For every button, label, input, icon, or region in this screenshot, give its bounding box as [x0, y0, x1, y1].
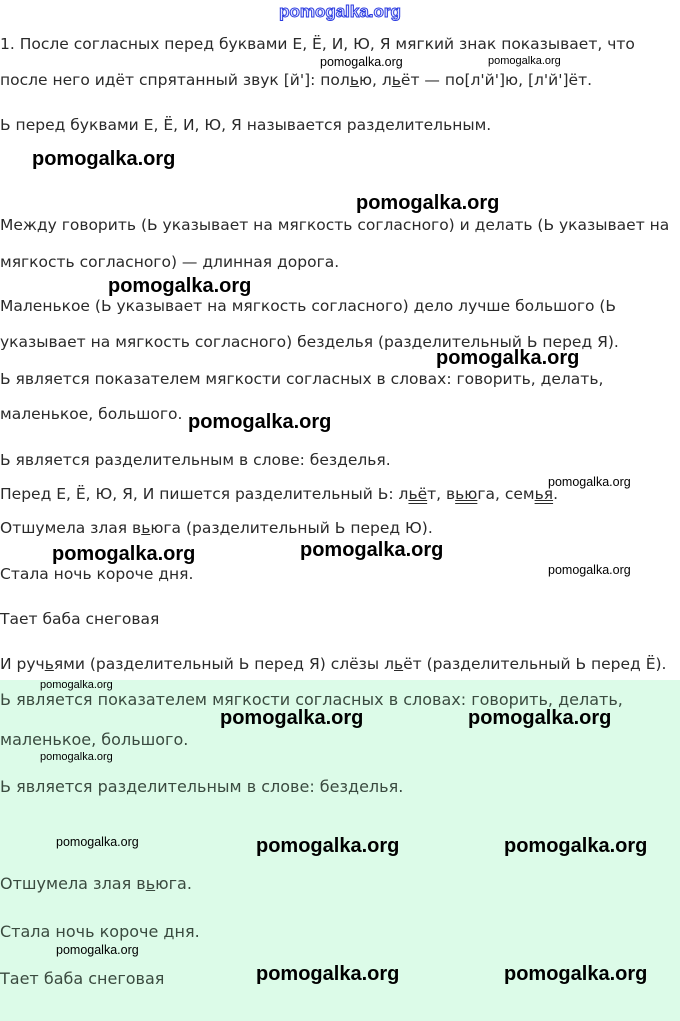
text-line-11: Перед Е, Ё, Ю, Я, И пишется разделительный Ь: льёт, вьюга, семья.	[0, 485, 558, 503]
watermark: pomogalka.org	[40, 751, 113, 763]
watermark: pomogalka.org	[548, 563, 631, 577]
watermark: pomogalka.org	[220, 707, 364, 729]
watermark: pomogalka.org	[548, 475, 631, 489]
watermark: pomogalka.org	[256, 963, 400, 985]
watermark: pomogalka.org	[32, 148, 176, 170]
watermark: pomogalka.org	[52, 543, 196, 565]
green-line-3: Ь является разделительным в слове: безделья.	[0, 777, 404, 796]
text-line-15: И ручьями (разделительный Ь перед Я) слёзы льёт (разделительный Ь перед Ё).	[0, 655, 667, 673]
watermark: pomogalka.org	[320, 55, 403, 69]
text-line-2: после него идёт спрятанный звук [й']: полью, льёт — по[л'й']ю, [л'й']ёт.	[0, 71, 593, 89]
text-line-13: Стала ночь короче дня.	[0, 565, 194, 583]
text-line-1: 1. После согласных перед буквами Е, Ё, И, Ю, Я мягкий знак показывает, что	[0, 35, 635, 53]
green-line-5: Стала ночь короче дня.	[0, 922, 200, 941]
watermark: pomogalka.org	[504, 835, 648, 857]
watermark: pomogalka.org	[436, 347, 580, 369]
text-line-5: мягкость согласного) — длинная дорога.	[0, 253, 340, 271]
text-line-8: Ь является показателем мягкости согласных в словах: говорить, делать,	[0, 370, 604, 388]
watermark: pomogalka.org	[256, 835, 400, 857]
green-line-6: Тает баба снеговая	[0, 969, 165, 988]
green-line-1: Ь является показателем мягкости согласных в словах: говорить, делать,	[0, 690, 623, 709]
watermark: pomogalka.org	[188, 411, 332, 433]
text-line-12: Отшумела злая вьюга (разделительный Ь перед Ю).	[0, 519, 433, 537]
watermark: pomogalka.org	[356, 192, 500, 214]
green-line-4: Отшумела злая вьюга.	[0, 874, 192, 893]
watermark: pomogalka.org	[40, 679, 113, 691]
watermark: pomogalka.org	[504, 963, 648, 985]
top-watermark[interactable]: pomogalka.org	[279, 2, 401, 21]
text-line-6: Маленькое (Ь указывает на мягкость согласного) дело лучше большого (Ь	[0, 297, 617, 315]
watermark: pomogalka.org	[488, 55, 561, 67]
text-line-9: маленькое, большого.	[0, 405, 183, 423]
text-line-10: Ь является разделительным в слове: безделья.	[0, 451, 391, 469]
watermark: pomogalka.org	[468, 707, 612, 729]
text-line-4: Между говорить (Ь указывает на мягкость согласного) и делать (Ь указывает на	[0, 216, 670, 234]
watermark: pomogalka.org	[300, 539, 444, 561]
watermark: pomogalka.org	[56, 943, 139, 957]
text-line-7: указывает на мягкость согласного) безделья (разделительный Ь перед Я).	[0, 333, 619, 351]
text-line-3: Ь перед буквами Е, Ё, И, Ю, Я называется разделительным.	[0, 116, 492, 134]
text-line-14: Тает баба снеговая	[0, 610, 160, 628]
watermark: pomogalka.org	[56, 835, 139, 849]
watermark: pomogalka.org	[108, 275, 252, 297]
green-line-2: маленькое, большого.	[0, 730, 189, 749]
